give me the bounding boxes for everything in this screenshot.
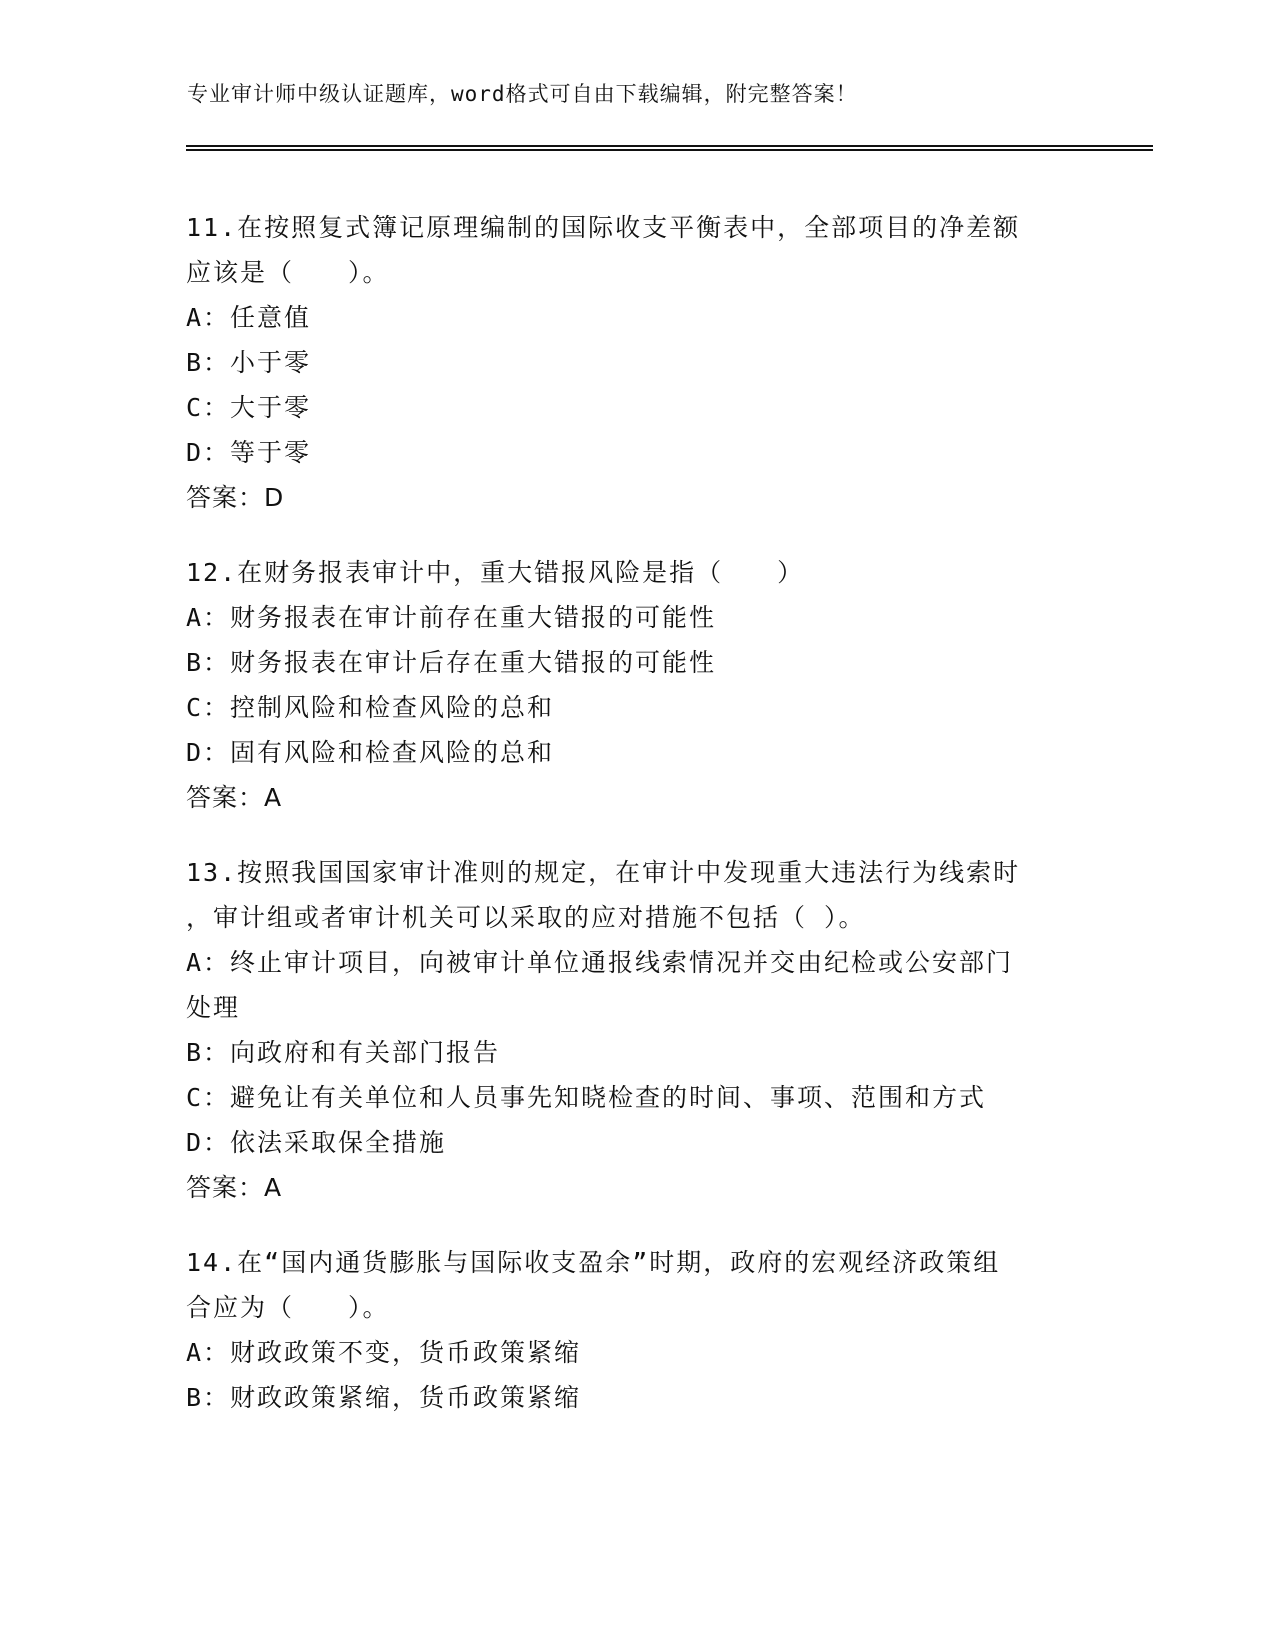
option-a: A：终止审计项目，向被审计单位通报线索情况并交由纪检或公安部门: [186, 948, 1014, 977]
option-d: D：等于零: [186, 438, 312, 467]
option-b: B：向政府和有关部门报告: [186, 1038, 501, 1067]
option-a: A：财务报表在审计前存在重大错报的可能性: [186, 603, 717, 632]
option-b: B：财务报表在审计后存在重大错报的可能性: [186, 648, 717, 677]
option-d: D：固有风险和检查风险的总和: [186, 738, 555, 767]
header-rule-top: [186, 145, 1153, 147]
option-a-continuation: 处理: [186, 993, 241, 1022]
question-list: [186, 205, 1086, 1450]
option-d: D：依法采取保全措施: [186, 1128, 447, 1157]
option-c: C：大于零: [186, 393, 312, 422]
answer-text: 答案：A: [186, 783, 283, 812]
question-stem-line: 11.在按照复式簿记原理编制的国际收支平衡表中，全部项目的净差额: [186, 213, 1021, 242]
question-11: [186, 205, 1086, 520]
option-a: A：任意值: [186, 303, 312, 332]
answer-text: 答案：D: [186, 483, 285, 512]
header-rule-bottom: [186, 149, 1153, 151]
question-stem-line: ，审计组或者审计机关可以采取的应对措施不包括（ ）。: [186, 903, 866, 932]
question-12: [186, 550, 1086, 820]
page-header-text: 专业审计师中级认证题库，word格式可自由下载编辑，附完整答案！: [187, 82, 858, 106]
option-c: C：避免让有关单位和人员事先知晓检查的时间、事项、范围和方式: [186, 1083, 987, 1112]
question-stem-line: 12.在财务报表审计中，重大错报风险是指（ ）: [186, 558, 805, 587]
question-13: [186, 850, 1086, 1210]
option-c: C：控制风险和检查风险的总和: [186, 693, 555, 722]
question-stem-line: 合应为（ ）。: [186, 1293, 390, 1322]
option-a: A：财政政策不变，货币政策紧缩: [186, 1338, 582, 1367]
question-stem-line: 14.在“国内通货膨胀与国际收支盈余”时期，政府的宏观经济政策组: [186, 1248, 1001, 1277]
question-stem-line: 13.按照我国国家审计准则的规定，在审计中发现重大违法行为线索时: [186, 858, 1021, 887]
answer-text: 答案：A: [186, 1173, 283, 1202]
option-b: B：财政政策紧缩，货币政策紧缩: [186, 1383, 582, 1412]
question-14: [186, 1240, 1086, 1420]
question-stem-line: 应该是（ ）。: [186, 258, 390, 287]
option-b: B：小于零: [186, 348, 312, 377]
